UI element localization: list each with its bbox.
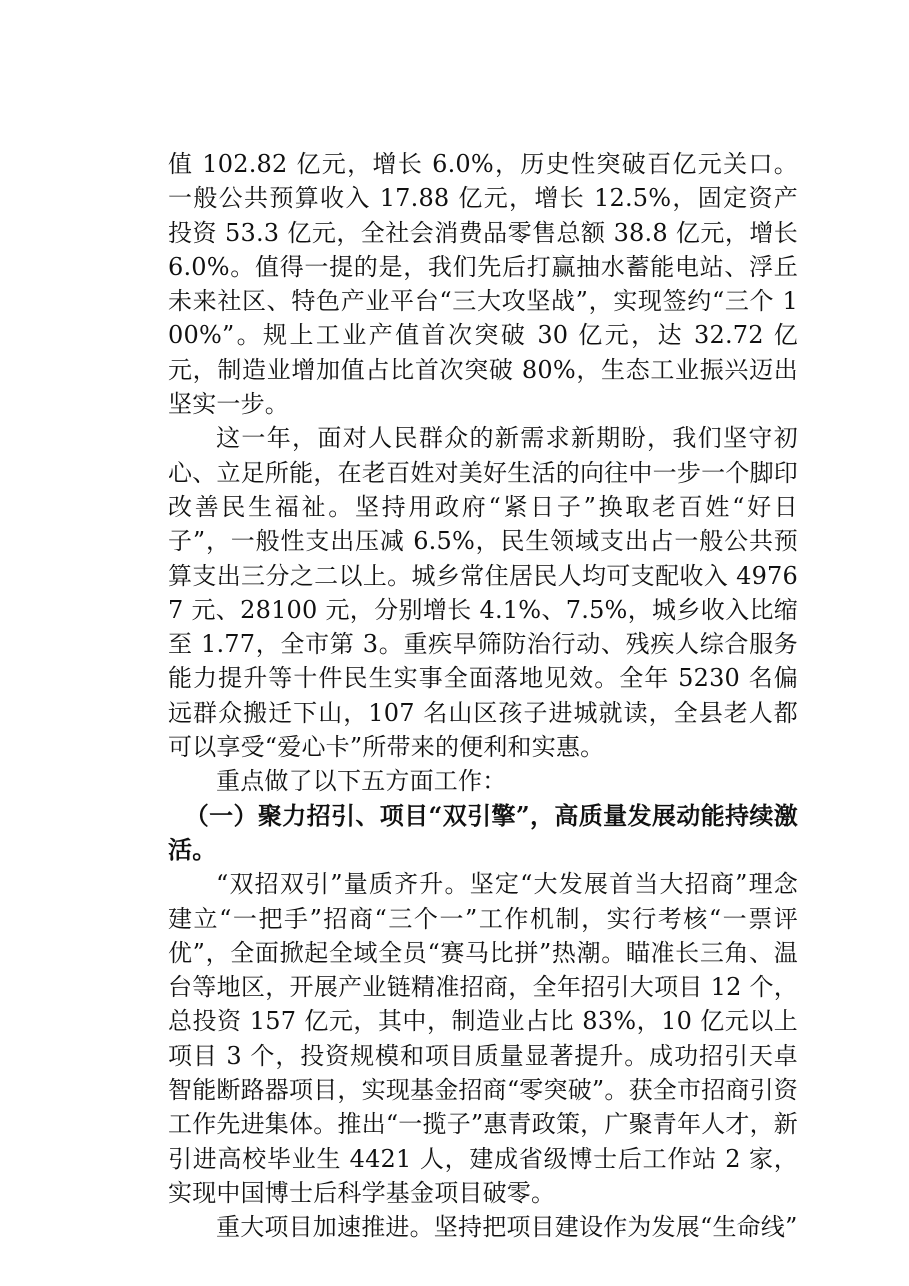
paragraph-five-aspects-intro: 重点做了以下五方面工作： bbox=[216, 767, 507, 796]
paragraph-major-projects: 重大项目加速推进。坚持把项目建设作为发展“生命线” bbox=[216, 1213, 798, 1242]
paragraph-investment-attraction: “双招双引”量质齐升。坚定“大发展首当大招商”理念建立“一把手”招商“三个一”工作机制，实行考核“一票评优”，全面掀起全域全员“赛马比拼”热潮。瞄准长三角、温台等地区，开展产业链精准招商，全年招引大项目 12 个，总投资 157 亿元，其中，制造业占比 83%，10 亿元以上项目 3 个，投资规模和项目质量显著提升。成功招引天卓智能断路器项目，实现基金招商“零突破”。获全市招商引资工作先进集体。推出“一揽子”惠青政策，广聚青年人才，新引进高校毕业生 4421 人，建成省级博士后工作站 2 家，实现中国博士后科学基金项目破零。 bbox=[168, 870, 798, 1207]
document-body bbox=[168, 147, 798, 1245]
paragraph-economy-summary: 值 102.82 亿元，增长 6.0%，历史性突破百亿元关口。一般公共预算收入 17.88 亿元，增长 12.5%，固定资产投资 53.3 亿元，全社会消费品零售总额 38.8 亿元，增长 6.0%。值得一提的是，我们先后打赢抽水蓄能电站、浮丘未来社区、特色产业平台“三大攻坚战”，实现签约“三个 100%”。规上工业产值首次突破 30 亿元，达 32.72 亿元，制造业增加值占比首次突破 80%，生态工业振兴迈出坚实一步。 bbox=[168, 150, 798, 419]
section-heading-one: （一）聚力招引、项目“双引擎”，高质量发展动能持续激活。 bbox=[168, 800, 798, 864]
paragraph-livelihood: 这一年，面对人民群众的新需求新期盼，我们坚守初心、立足所能，在老百姓对美好生活的向往中一步一个脚印改善民生福祉。坚持用政府“紧日子”换取老百姓“好日子”，一般性支出压减 6.5%，民生领域支出占一般公共预算支出三分之二以上。城乡常住居民人均可支配收入 49767 元、28100 元，分别增长 4.1%、7.5%，城乡收入比缩至 1.77，全市第 3。重疾早筛防治行动、残疾人综合服务能力提升等十件民生实事全面落地见效。全年 5230 名偏远群众搬迁下山，107 名山区孩子进城就读，全县老人都可以享受“爱心卡”所带来的便利和实惠。 bbox=[168, 424, 798, 762]
